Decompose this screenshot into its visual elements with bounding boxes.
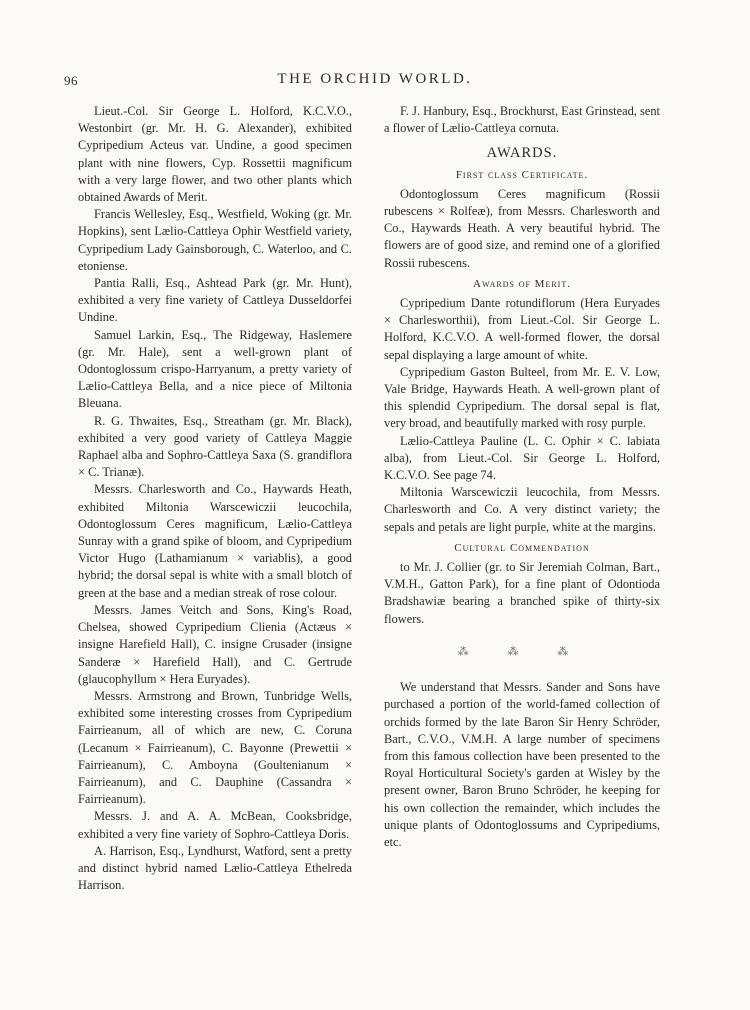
merit-item: Cypripedium Gaston Bulteel, from Mr. E. V. Low, Vale Bridge, Haywards Heath. A well-grown plant of this splendid Cypripedium. The dorsal sepal is flat, very broad, and beautifully marked with rosy purple. <box>384 364 660 431</box>
paragraph: Pantia Ralli, Esq., Ashtead Park (gr. Mr. Hunt), exhibited a very fine variety of Cattleya Dusseldorfei Undine. <box>78 276 352 325</box>
awards-heading: AWARDS. <box>486 145 558 162</box>
left-column <box>78 103 352 894</box>
awards-of-merit-heading: Awards of Merit. <box>473 277 571 290</box>
merit-item: Miltonia Warscewiczii leucochila, from Messrs. Charlesworth and Co. A very distinct variety; the sepals and petals are light purple, white at the margins. <box>384 485 660 534</box>
paragraph: to Mr. J. Collier (gr. to Sir Jeremiah Colman, Bart., V.M.H., Gatton Park), for a fine plant of Odontioda Bradshawiæ bearing a branched spike of thirty-six flowers. <box>384 560 660 626</box>
cultural-commendation-heading: Cultural Commendation <box>454 541 590 554</box>
paragraph: Francis Wellesley, Esq., Westfield, Woking (gr. Mr. Hopkins), sent Lælio-Cattleya Ophir Westfield variety, Cypripedium Lady Gainsborough, C. Waterloo, and C. etoniense. <box>78 207 352 273</box>
merit-item: Lælio-Cattleya Pauline (L. C. Ophir × C. labiata alba), from Lieut.-Col. Sir George L. Holford, K.C.V.O. See page 74. <box>384 433 660 483</box>
paragraph: Messrs. James Veitch and Sons, King's Road, Chelsea, showed Cypripedium Clienia (Actæus × insigne Harefield Hall), C. insigne Crusader (insigne Sanderæ × Harefield Hall), and C. Gertrude (glaucophyllum × Hera Euryades). <box>78 602 352 686</box>
paragraph: Samuel Larkin, Esq., The Ridgeway, Haslemere (gr. Mr. Hale), sent a well-grown plant of Odontoglossum crispo-Harryanum, a pretty variety of Lælio-Cattleya Bella, and a nice piece of Miltonia Bleuana. <box>78 327 352 411</box>
paragraph: R. G. Thwaites, Esq., Streatham (gr. Mr. Black), exhibited a very good variety of Cattleya Maggie Raphael alba and Sophro-Cattleya Saxa (S. grandiflora × C. Trianæ). <box>78 413 352 480</box>
first-class-certificate-heading: First class Certificate. <box>455 168 589 181</box>
paragraph: Messrs. Charlesworth and Co., Haywards Heath, exhibited Miltonia Warscewiczii leucochila, Odontoglossum Ceres magnificum, Lælio-Cattleya Sunray with a grand spike of bloom, and Cypripedium Victor Hugo (Lathamianum × variablis), a good hybrid; the dorsal sepal is white with a small blotch of green at the base and a median streak of rose colour. <box>78 482 352 600</box>
running-title: THE ORCHID WORLD. <box>277 71 473 87</box>
paragraph: Odontoglossum Ceres magnificum (Rossii rubescens × Rolfeæ), from Messrs. Charlesworth and Co., Haywards Heath. A very beautiful hybrid. The flowers are of good size, and remind one of a glorified Rossii rubescens. <box>384 186 660 270</box>
right-column <box>384 103 660 851</box>
section-ornament: ⁂ ⁂ ⁂ <box>457 645 587 658</box>
paragraph: We understand that Messrs. Sander and Sons have purchased a portion of the world-famed collection of orchids formed by the late Baron Sir Henry Schröder, Bart., C.V.O., V.M.H. A large number of specimens from this famous collection have been presented to the Royal Horticultural Society's garden at Wisley by the present owner, Baron Bruno Schröder, he keeping for his own collection the remainder, which includes the unique plants of Odontoglossums and Cypripediums, etc. <box>384 680 660 849</box>
merit-item: Cypripedium Dante rotundiflorum (Hera Euryades × Charlesworthii), from Lieut.-Col. Sir George L. Holford, K.C.V.O. A well-formed flower, the dorsal sepal displaying a large amount of white. <box>384 296 660 362</box>
paragraph: F. J. Hanbury, Esq., Brockhurst, East Grinstead, sent a flower of Lælio-Cattleya cornuta. <box>384 104 660 136</box>
paragraph: Messrs. J. and A. A. McBean, Cooksbridge, exhibited a very fine variety of Sophro-Cattleya Doris. <box>78 809 352 841</box>
paragraph: Lieut.-Col. Sir George L. Holford, K.C.V.O., Westonbirt (gr. Mr. H. G. Alexander), exhibited Cypripedium Acteus var. Undine, a good specimen plant with nine flowers, Cyp. Rossettii magnificum with a very large flower, and two other plants which obtained Awards of Merit. <box>78 104 352 205</box>
page-number: 96 <box>64 73 78 88</box>
paragraph: A. Harrison, Esq., Lyndhurst, Watford, sent a pretty and distinct hybrid named Lælio-Cattleya Ethelreda Harrison. <box>78 843 352 893</box>
paragraph: Messrs. Armstrong and Brown, Tunbridge Wells, exhibited some interesting crosses from Cypripedium Fairrieanum, all of which are new, C. Coruna (Lecanum × Fairrieanum), C. Bayonne (Prewettii × Fairrieanum), C. Amboyna (Goultenianum × Fairrieanum), and C. Dauphine (Cassandra × Fairrieanum). <box>78 688 352 807</box>
